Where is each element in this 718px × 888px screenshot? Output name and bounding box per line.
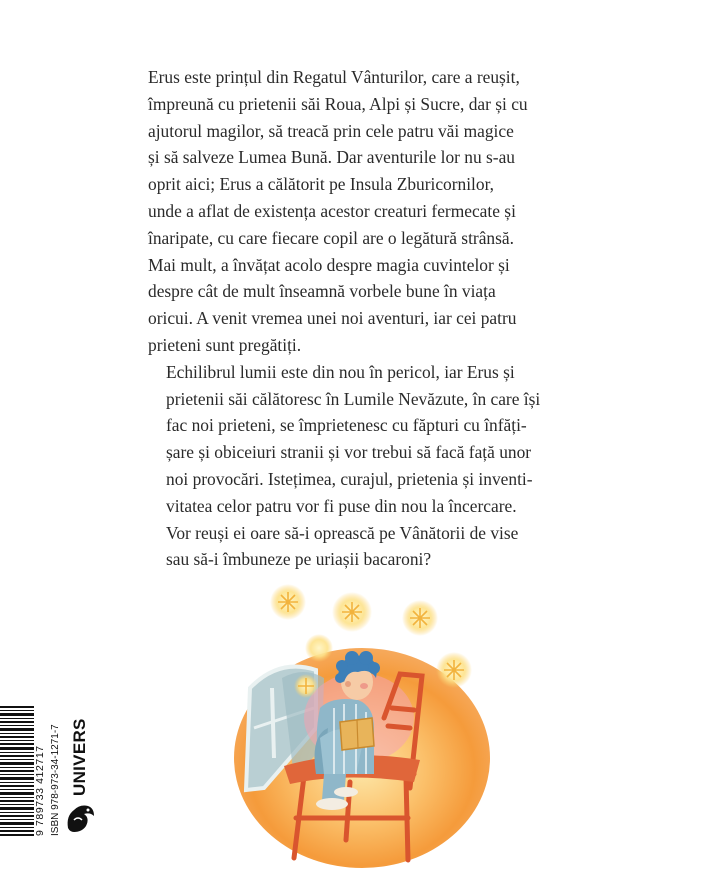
barcode-icon <box>0 706 34 836</box>
boy-reading-illustration <box>224 578 500 868</box>
publisher-logo-icon <box>64 798 98 834</box>
blurb-line: împreună cu prietenii săi Roua, Alpi și Sucre, dar și cu <box>148 93 528 114</box>
back-cover-blurb <box>148 64 588 573</box>
blurb-line: Erus este prințul din Regatul Vânturilor, care a reușit, <box>148 67 520 87</box>
blurb-paragraph-1 <box>148 64 588 359</box>
blurb-line: Mai mult, a învățat acolo despre magia cuvintelor și <box>148 254 510 275</box>
blurb-line: prietenii săi călătoresc în Lumile Nevăzute, în care își <box>166 388 541 409</box>
isbn-number: ISBN 978-973-34-1271-7 <box>50 724 61 836</box>
blurb-line: înaripate, cu care fiecare copil are o legătură strânsă. <box>148 227 514 248</box>
barcode-digits: 9 789733 412717 <box>34 745 46 836</box>
blurb-line: Vor reuși ei oare să-i oprească pe Vânătorii de vise <box>166 522 519 543</box>
blurb-line: oprit aici; Erus a călătorit pe Insula Zburicornilor, <box>148 174 495 195</box>
blurb-line: oricui. A venit vremea unei noi aventuri, iar cei patru <box>148 308 517 329</box>
blurb-line: șare și obiceiuri stranii și vor trebui să facă față unor <box>166 442 532 463</box>
blurb-paragraph-3 <box>148 520 588 574</box>
blurb-line: unde a aflat de existența acestor creaturi fermecate și <box>148 200 516 221</box>
blurb-line: ajutorul magilor, să treacă prin cele patru văi magice <box>148 120 514 141</box>
blurb-line: prieteni sunt pregătiți. <box>148 334 302 355</box>
blurb-line: sau să-i îmbuneze pe uriașii bacaroni? <box>166 549 432 570</box>
blurb-line: noi provocări. Istețimea, curajul, prietenia și inventi- <box>166 468 533 489</box>
blurb-line: Echilibrul lumii este din nou în pericol, iar Erus și <box>166 361 515 382</box>
blurb-line: vitatea celor patru vor fi puse din nou la încercare. <box>166 495 517 516</box>
blurb-line: despre cât de mult înseamnă vorbele bune în viața <box>148 281 496 302</box>
blurb-line: și să salveze Lumea Bună. Dar aventurile lor nu s-au <box>148 147 516 168</box>
blurb-line: fac noi prieteni, se împrietenesc cu făpturi cu înfăți- <box>166 415 527 436</box>
publisher-name: UNIVERS <box>70 718 89 796</box>
blurb-paragraph-2 <box>148 359 588 520</box>
